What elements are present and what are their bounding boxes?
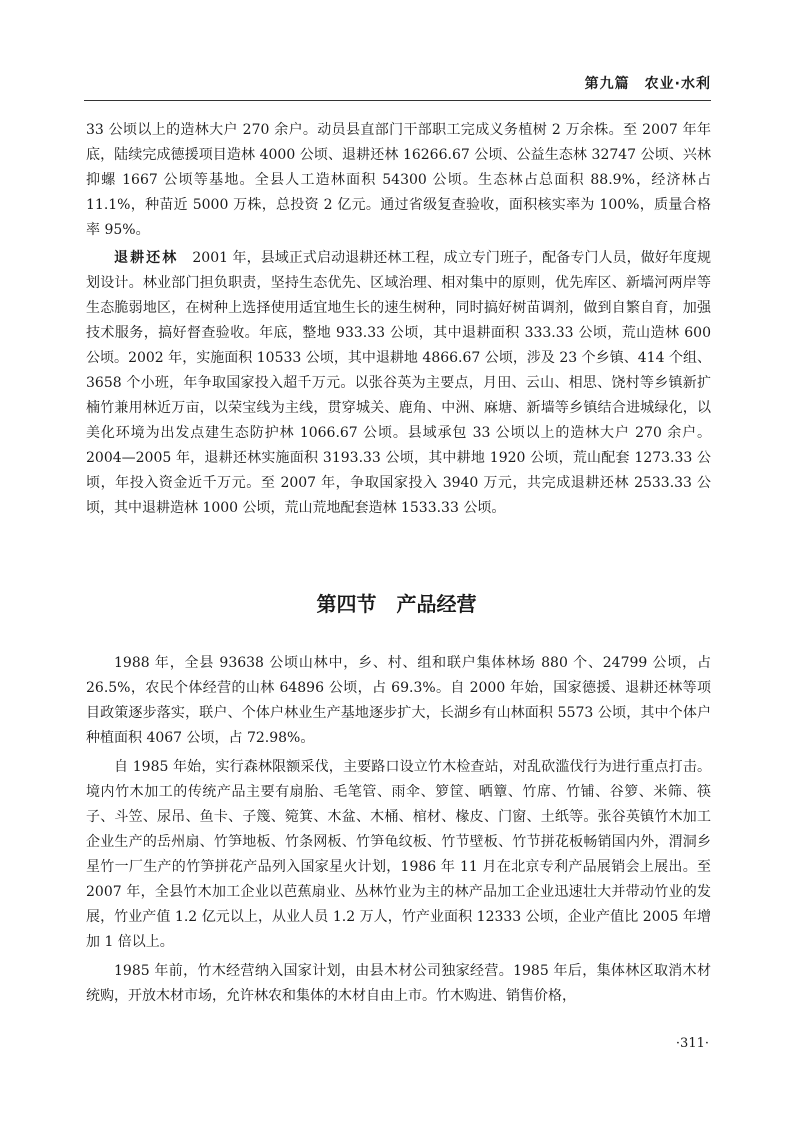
paragraph xyxy=(86,118,711,243)
header-rule xyxy=(84,100,711,101)
paragraph: 1985 年前，竹木经营纳入国家计划，由县木材公司独家经营。1985 年后，集体林区取消木材统购，开放木材市场，允许林农和集体的木材自由上市。竹木购进、销售价格， xyxy=(86,963,711,1004)
section-text-block xyxy=(86,651,711,1009)
top-text-block xyxy=(86,118,711,521)
running-header: 第九篇 农业·水利 xyxy=(584,76,711,92)
section-title: 第四节 产品经营 xyxy=(316,592,477,616)
paragraph: 1988 年，全县 93638 公顷山林中，乡、村、组和联户集体林场 880 个、24799 公顷，占 26.5%，农民个体经营的山林 64896 公顷，占 69.3%。自 2000 年始，国家德援、退耕还林等项目政策逐步落实，联户、个体户林业生产基地逐步扩大，长湖乡有山林面积 5573 公顷，其中个体户种植面积 4067 公顷，占 72.98%。 xyxy=(86,655,711,746)
paragraph-body: 33 公顷以上的造林大户 270 余户。动员县直部门干部职工完成义务植树 2 万余株。至 2007 年年底，陆续完成德援项目造林 4000 公顷、退耕还林 16266.67 公顷、公益生态林 32747 公顷、兴林抑螺 1667 公顷等基地。全县人工造林面积 54300 公顷。生态林占总面积 88.9%，经济林占 11.1%，种苗近 5000 万株，总投资 2 亿元。通过省级复查验收，面积核实率为 100%，质量合格率 95%。 xyxy=(86,122,711,238)
paragraph-body: 2001 年，县域正式启动退耕还林工程，成立专门班子，配备专门人员，做好年度规划设计。林业部门担负职责，坚持生态优先、区域治理、相对集中的原则，优先库区、新墙河两岸等生态脆弱地区，在树种上选择使用适宜地生长的速生树种，同时搞好树苗调剂，做到自繁自育，加强技术服务，搞好督查验收。年底，整地 933.33 公顷，其中退耕面积 333.33 公顷，荒山造林 600 公顷。2002 年，实施面积 10533 公顷，其中退耕地 4866.67 公顷，涉及 23 个乡镇、414 个组、3658 个小班，年争取国家投入超千万元。以张谷英为主要点，月田、云山、相思、饶村等乡镇新扩楠竹兼用林近万亩，以荣宝线为主线，贯穿城关、鹿角、中洲、麻塘、新墙等乡镇结合进城绿化，以美化环境为出发点建生态防护林 1066.67 公顷。县域承包 33 公顷以上的造林大户 270 余户。2004—2005 年，退耕还林实施面积 3193.33 公顷，其中耕地 1920 公顷，荒山配套 1273.33 公顷，年投入资金近千万元。至 2007 年，争取国家投入 3940 万元，共完成退耕还林 2533.33 公顷，其中退耕造林 1000 公顷，荒山荒地配套造林 1533.33 公顷。 xyxy=(86,250,712,516)
page-number: ·311· xyxy=(675,1036,709,1051)
paragraph: 自 1985 年始，实行森林限额采伐，主要路口设立竹木检查站，对乱砍滥伐行为进行重点打击。境内竹木加工的传统产品主要有扇胎、毛笔管、雨伞、箩筐、晒簟、竹席、竹铺、谷箩、米筛、筷子、斗笠、尿吊、鱼卡、子篾、箢箕、木盆、木桶、棺材、椽皮、门窗、土纸等。张谷英镇竹木加工企业生产的岳州扇、竹笋地板、竹条网板、竹笋龟纹板、竹节壁板、竹节拼花板畅销国内外，渭洞乡星竹一厂生产的竹笋拼花产品列入国家星火计划，1986 年 11 月在北京专利产品展销会上展出。至 2007 年，全县竹木加工企业以芭蕉扇业、丛林竹业为主的林产品加工企业迅速壮大并带动竹业的发展，竹业产值 1.2 亿元以上，从业人员 1.2 万人，竹产业面积 12333 公顷，企业产值比 2005 年增加 1 倍以上。 xyxy=(86,759,711,950)
paragraph-lead-term: 退耕还林 xyxy=(114,250,179,266)
paragraph-returning-farmland xyxy=(86,246,711,521)
